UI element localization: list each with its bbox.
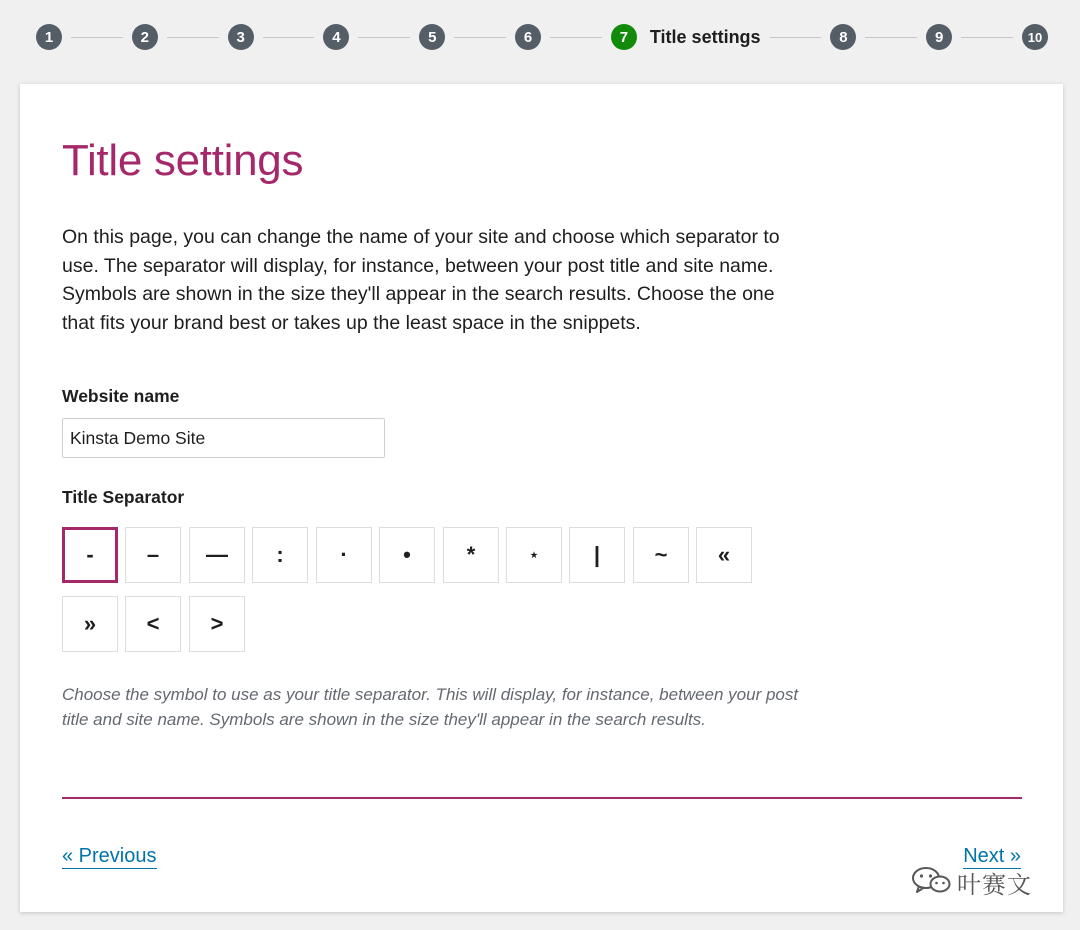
step-4-number: 4 (323, 24, 349, 50)
step-5-number: 5 (419, 24, 445, 50)
step-6-number: 6 (515, 24, 541, 50)
step-connector (167, 37, 219, 38)
step-7-current[interactable] (611, 24, 761, 50)
separator-option-en-dash[interactable]: – (125, 527, 181, 583)
separator-option-low-asterisk[interactable]: ⋆ (506, 527, 562, 583)
step-8[interactable] (830, 24, 856, 50)
step-connector (961, 37, 1013, 38)
intro-text: On this page, you can change the name of your site and choose which separator to use. The separator will display, for instance, between your post title and site name. Symbols are shown in the size they'll appear in the search results. Choose the one that fits your brand best or takes up the least space in the snippets. (62, 226, 780, 334)
step-9-number: 9 (926, 24, 952, 50)
watermark (911, 865, 1032, 900)
separator-option-left-guillemet[interactable]: « (696, 527, 752, 583)
title-separator-label: Title Separator (62, 487, 185, 507)
separator-option-em-dash[interactable]: — (189, 527, 245, 583)
step-3-number: 3 (228, 24, 254, 50)
step-6[interactable] (515, 24, 541, 50)
step-connector (358, 37, 410, 38)
title-settings-card (20, 84, 1063, 912)
step-1[interactable] (36, 24, 62, 50)
step-7-label: Title settings (649, 26, 761, 47)
website-name-input[interactable] (62, 418, 385, 458)
step-8-number: 8 (830, 24, 856, 50)
step-connector (71, 37, 123, 38)
next-button[interactable]: Next » (963, 845, 1021, 867)
step-9[interactable] (926, 24, 952, 50)
separator-option-asterisk[interactable]: * (443, 527, 499, 583)
step-2[interactable] (132, 24, 158, 50)
separator-option-bullet[interactable]: • (379, 527, 435, 583)
previous-button[interactable]: « Previous (62, 845, 157, 867)
step-1-number: 1 (36, 24, 62, 50)
page-title: Title settings (62, 136, 304, 185)
separator-option-colon[interactable]: : (252, 527, 308, 583)
step-7-number: 7 (611, 24, 637, 50)
separator-option-greater-than[interactable]: > (189, 596, 245, 652)
separator-option-hyphen[interactable]: - (62, 527, 118, 583)
step-connector (865, 37, 917, 38)
section-divider (62, 797, 1022, 799)
step-10[interactable] (1022, 24, 1048, 50)
step-2-number: 2 (132, 24, 158, 50)
step-connector (454, 37, 506, 38)
step-5[interactable] (419, 24, 445, 50)
separator-option-middot[interactable]: · (316, 527, 372, 583)
step-connector (550, 37, 602, 38)
separator-option-pipe[interactable]: | (569, 527, 625, 583)
step-connector (263, 37, 315, 38)
separator-option-right-guillemet[interactable]: » (62, 596, 118, 652)
step-10-number: 10 (1022, 24, 1048, 50)
website-name-label: Website name (62, 386, 180, 406)
separator-help-text: Choose the symbol to use as your title separator. This will display, for instance, between your post title and site name. Symbols are shown in the size they'll appear in the search results. (62, 685, 799, 729)
wechat-icon (911, 865, 951, 900)
step-connector (770, 37, 822, 38)
wizard-stepper (36, 22, 1048, 52)
separator-option-less-than[interactable]: < (125, 596, 181, 652)
separator-option-tilde[interactable]: ~ (633, 527, 689, 583)
watermark-text: 叶赛文 (957, 871, 1032, 899)
step-4[interactable] (323, 24, 349, 50)
step-3[interactable] (228, 24, 254, 50)
